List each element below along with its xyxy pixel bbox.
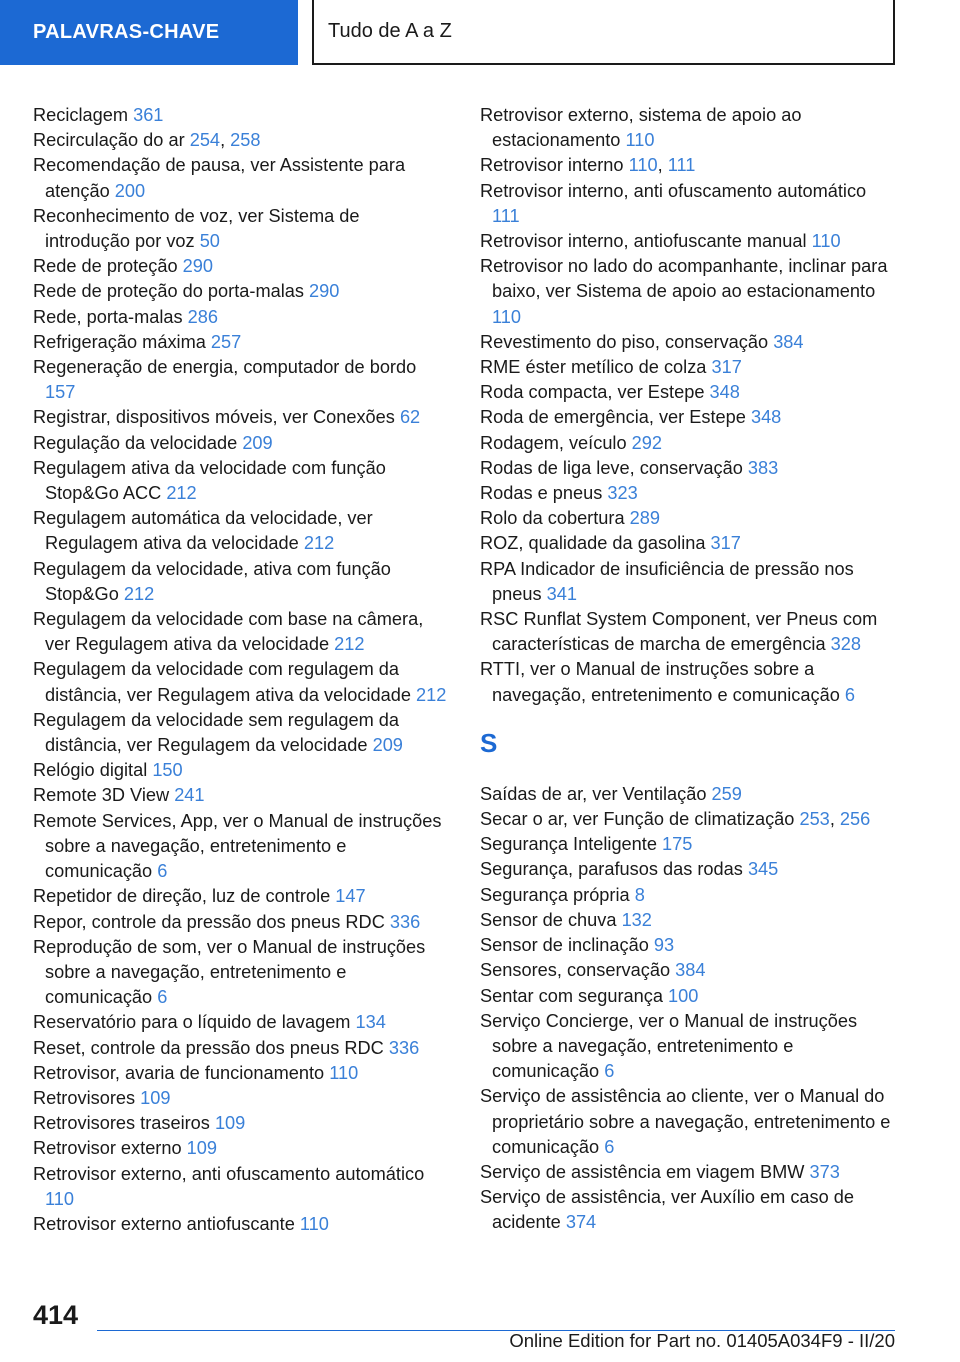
- index-entry-term: Regeneração de energia, computador de bordo: [33, 357, 417, 378]
- index-entry: [33, 405, 449, 430]
- page-reference-link[interactable]: 209: [372, 735, 403, 756]
- page-reference-link[interactable]: 6: [157, 987, 168, 1008]
- index-entry: [33, 330, 449, 355]
- page-reference-link[interactable]: 110: [329, 1062, 359, 1083]
- page-reference-link[interactable]: 6: [157, 861, 168, 882]
- index-ref-separator: ,: [220, 130, 231, 151]
- page-reference-link[interactable]: 110: [628, 155, 658, 176]
- index-entry-term: ROZ, qualidade da gasolina: [480, 533, 711, 554]
- index-entry-term: Regulagem da velocidade com regulagem da distância, ver Regulagem ativa da velocidade: [33, 659, 417, 705]
- index-entry: [33, 153, 449, 203]
- page-reference-link[interactable]: 110: [45, 1188, 74, 1209]
- index-entry: [480, 657, 895, 707]
- index-entry: [480, 153, 895, 178]
- page-reference-link[interactable]: 150: [152, 760, 183, 781]
- index-entry: [33, 607, 449, 657]
- index-entry: [480, 883, 895, 908]
- page-reference-link[interactable]: 289: [629, 508, 660, 529]
- index-entry: [33, 809, 449, 885]
- index-entry: [33, 506, 449, 556]
- index-entry: [33, 884, 449, 909]
- index-entry: [480, 380, 895, 405]
- page-reference-link[interactable]: 93: [653, 935, 675, 956]
- page-reference-link[interactable]: 292: [631, 432, 663, 453]
- page-reference-link[interactable]: 132: [621, 909, 652, 930]
- page-reference-link[interactable]: 100: [668, 985, 699, 1006]
- index-entry: [33, 1212, 449, 1237]
- page-reference-link[interactable]: 374: [565, 1212, 597, 1233]
- page-reference-link[interactable]: 8: [634, 884, 645, 905]
- page-reference-link[interactable]: 209: [242, 432, 273, 453]
- index-entry-term: Reprodução de som, ver o Manual de instruções sobre a navegação, entretenimento e comunicação: [33, 936, 426, 1008]
- index-entry: [33, 1010, 449, 1035]
- page-reference-link[interactable]: 6: [604, 1061, 615, 1082]
- page-reference-link[interactable]: 253: [799, 809, 830, 830]
- page-reference-link[interactable]: 290: [309, 281, 340, 302]
- index-entry: [480, 254, 895, 330]
- page-reference-link[interactable]: 323: [607, 483, 638, 504]
- page-reference-link[interactable]: 336: [389, 911, 421, 932]
- index-entry: [480, 607, 895, 657]
- page-reference-link[interactable]: 317: [710, 533, 741, 554]
- index-entry-term: Secar o ar, ver Função de climatização: [480, 809, 800, 830]
- page-reference-link[interactable]: 147: [335, 886, 366, 907]
- page-reference-link[interactable]: 6: [844, 684, 855, 705]
- index-entry: [480, 1160, 895, 1185]
- index-entry-term: Sensores, conservação: [480, 960, 676, 981]
- index-entry-term: Serviço de assistência em viagem BMW: [480, 1161, 810, 1182]
- index-entry: [33, 1162, 449, 1212]
- page-reference-link[interactable]: 175: [662, 834, 693, 855]
- index-entry-term: Segurança própria: [480, 884, 635, 905]
- index-entry-term: Retrovisor, avaria de funcionamento: [33, 1062, 330, 1083]
- header-tab-keywords: [0, 0, 298, 65]
- page-reference-link[interactable]: 157: [45, 382, 76, 403]
- index-entry-term: Retrovisor externo: [33, 1138, 187, 1159]
- index-ref-separator: ,: [829, 809, 840, 830]
- index-ref-separator: ,: [657, 155, 668, 176]
- page-reference-link[interactable]: 383: [747, 457, 779, 478]
- index-column-left: [33, 103, 449, 1237]
- index-entry: [480, 832, 895, 857]
- index-entry: [480, 857, 895, 882]
- section-letter-s: S: [480, 727, 498, 758]
- index-entry: [33, 431, 449, 456]
- index-entry-term: Relógio digital: [33, 760, 153, 781]
- index-entry-term: Reservatório para o líquido de lavagem: [33, 1012, 356, 1033]
- index-entry-term: Rolo da cobertura: [480, 508, 630, 529]
- index-entry-term: Reset, controle da pressão dos pneus RDC: [33, 1037, 389, 1058]
- index-entry: [480, 481, 895, 506]
- index-entry-term: Regulagem da velocidade com base na câmera, ver Regulagem ativa da velocidade: [33, 609, 424, 655]
- index-entry-term: Regulação da velocidade: [33, 432, 243, 453]
- index-entry-term: Registrar, dispositivos móveis, ver Conexões: [33, 407, 400, 428]
- index-entry: [480, 405, 895, 430]
- index-entry: [33, 204, 449, 254]
- index-entry-term: Remote 3D View: [33, 785, 175, 806]
- page-reference-link[interactable]: 384: [675, 960, 706, 981]
- index-entry: [480, 933, 895, 958]
- index-entry-term: Retrovisor no lado do acompanhante, inclinar para baixo, ver Sistema de apoio ao estacionamento: [480, 256, 888, 302]
- index-entry-term: Saídas de ar, ver Ventilação: [480, 783, 712, 804]
- index-entry: [33, 254, 449, 279]
- page-reference-link[interactable]: 241: [174, 785, 205, 806]
- index-entry-term: RPA Indicador de insuficiência de pressão nos pneus: [480, 558, 854, 604]
- index-entry-term: Rede de proteção: [33, 256, 183, 277]
- index-entry: [33, 456, 449, 506]
- index-entry-term: Retrovisores: [33, 1087, 141, 1108]
- index-entry-term: Regulagem automática da velocidade, ver Regulagem ativa da velocidade: [33, 508, 373, 554]
- index-entry-term: Serviço de assistência ao cliente, ver o Manual do proprietário sobre a navegação, entretenimento e comunicação: [480, 1086, 891, 1157]
- index-entry-term: Repor, controle da pressão dos pneus RDC: [33, 911, 390, 932]
- page-reference-link[interactable]: 109: [186, 1138, 218, 1159]
- page-reference-link[interactable]: 109: [140, 1087, 171, 1108]
- footer-edition-text: Online Edition for Part no. 01405A034F9 - II/20: [509, 1330, 895, 1351]
- page-reference-link[interactable]: 200: [114, 180, 146, 201]
- index-entry: [480, 958, 895, 983]
- page-reference-link[interactable]: 384: [773, 331, 804, 352]
- page-reference-link[interactable]: 361: [133, 105, 164, 125]
- index-entry-term: Reciclagem: [33, 105, 134, 125]
- page-reference-link[interactable]: 286: [187, 306, 219, 327]
- page-reference-link[interactable]: 256: [839, 809, 871, 830]
- index-entry-term: Serviço de assistência, ver Auxílio em caso de acidente: [480, 1187, 855, 1233]
- index-entry: [33, 783, 449, 808]
- index-entry: [480, 229, 895, 254]
- page-reference-link[interactable]: 110: [299, 1213, 329, 1234]
- page-reference-link[interactable]: 110: [492, 306, 521, 327]
- page-reference-link[interactable]: 341: [546, 583, 577, 604]
- page-reference-link[interactable]: 212: [123, 583, 155, 604]
- page-reference-link[interactable]: 212: [303, 533, 335, 554]
- index-entry-term: Rede de proteção do porta-malas: [33, 281, 310, 302]
- index-entry: [480, 456, 895, 481]
- index-entry-term: Recirculação do ar: [33, 130, 190, 151]
- index-entry: [33, 708, 449, 758]
- index-entry: [33, 355, 449, 405]
- index-entry-term: Refrigeração máxima: [33, 331, 211, 352]
- index-column-right: [480, 103, 895, 1236]
- index-entry-term: Retrovisor interno, antiofuscante manual: [480, 231, 812, 252]
- index-entry: [33, 657, 449, 707]
- index-entry-term: Segurança, parafusos das rodas: [480, 859, 748, 880]
- page-reference-link[interactable]: 348: [709, 382, 740, 403]
- index-entry: [480, 531, 895, 556]
- index-entry: [33, 1061, 449, 1086]
- index-entry-term: Regulagem da velocidade, ativa com função Stop&Go: [33, 558, 391, 604]
- page-reference-link[interactable]: 257: [210, 331, 242, 352]
- index-entry-term: Revestimento do piso, conservação: [480, 331, 774, 352]
- index-entry-term: Segurança Inteligente: [480, 834, 663, 855]
- chapter-title-text: Tudo de A a Z: [328, 20, 452, 42]
- page-reference-link[interactable]: 336: [388, 1037, 420, 1058]
- index-entry: [480, 506, 895, 531]
- index-entry: [480, 103, 895, 153]
- index-entry: [480, 782, 895, 807]
- index-entry-term: Repetidor de direção, luz de controle: [33, 886, 336, 907]
- page-reference-link[interactable]: 6: [604, 1136, 615, 1157]
- page-reference-link[interactable]: 258: [230, 130, 261, 151]
- index-entry-term: Remote Services, App, ver o Manual de instruções sobre a navegação, entretenimento e comunicação: [33, 810, 442, 882]
- index-entry-term: Regulagem ativa da velocidade com função Stop&Go ACC: [33, 457, 386, 504]
- page-reference-link[interactable]: 50: [199, 231, 220, 252]
- header-tab-label: PALAVRAS-CHAVE: [33, 21, 220, 43]
- page-reference-link[interactable]: 348: [750, 407, 782, 428]
- index-entry: [33, 935, 449, 1011]
- page-reference-link[interactable]: 259: [711, 783, 742, 804]
- page-reference-link[interactable]: 111: [667, 155, 696, 176]
- page-reference-link[interactable]: 212: [166, 483, 197, 504]
- index-entry: [480, 1084, 895, 1160]
- index-entry: [480, 1185, 895, 1235]
- index-entry: [480, 984, 895, 1009]
- page-number: 414: [33, 1300, 79, 1330]
- index-entry: [33, 1136, 449, 1161]
- page-reference-link[interactable]: 328: [830, 634, 862, 655]
- index-entry-term: RSC Runflat System Component, ver Pneus com características de marcha de emergência: [480, 609, 878, 655]
- page-reference-link[interactable]: 62: [399, 407, 421, 428]
- page-reference-link[interactable]: 109: [214, 1113, 246, 1134]
- index-entry: [480, 557, 895, 607]
- page-reference-link[interactable]: 110: [625, 130, 655, 151]
- page-reference-link[interactable]: 110: [811, 231, 841, 252]
- index-entry-term: Sensor de inclinação: [480, 935, 654, 956]
- page-reference-link[interactable]: 134: [355, 1012, 386, 1033]
- index-entry-term: Roda de emergência, ver Estepe: [480, 407, 751, 428]
- index-entry: [33, 557, 449, 607]
- index-entry-term: RTTI, ver o Manual de instruções sobre a navegação, entretenimento e comunicação: [480, 659, 845, 705]
- page-reference-link[interactable]: 317: [711, 357, 742, 378]
- index-entry-term: Reconhecimento de voz, ver Sistema de introdução por voz: [33, 205, 360, 252]
- index-entry: [33, 103, 449, 128]
- index-entry-term: Retrovisor externo, anti ofuscamento automático: [33, 1163, 425, 1184]
- page-reference-link[interactable]: 290: [182, 256, 214, 277]
- index-group-s: [480, 782, 895, 1236]
- index-entry: [480, 179, 895, 229]
- index-entry-term: Sensor de chuva: [480, 909, 622, 930]
- page-reference-link[interactable]: 254: [189, 130, 221, 151]
- index-entry-term: Sentar com segurança: [480, 985, 669, 1006]
- index-entry: [33, 128, 449, 153]
- index-entry: [480, 330, 895, 355]
- index-entry: [480, 355, 895, 380]
- index-entry-term: Rodas de liga leve, conservação: [480, 457, 748, 478]
- index-entry: [33, 1086, 449, 1111]
- index-entry: [480, 431, 895, 456]
- index-entry: [480, 807, 895, 832]
- index-entry-term: Rodas e pneus: [480, 483, 608, 504]
- index-entry: [33, 758, 449, 783]
- index-group-r: [480, 103, 895, 708]
- page-reference-link[interactable]: 212: [416, 684, 447, 705]
- index-entry-term: Recomendação de pausa, ver Assistente para atenção: [33, 155, 406, 201]
- page-reference-link[interactable]: 212: [334, 634, 365, 655]
- index-entry: [33, 279, 449, 304]
- index-entry-term: Retrovisor externo antiofuscante: [33, 1213, 300, 1234]
- index-entry: [480, 1009, 895, 1085]
- page-reference-link[interactable]: 373: [809, 1161, 840, 1182]
- page-reference-link[interactable]: 345: [747, 859, 779, 880]
- index-entry-term: Roda compacta, ver Estepe: [480, 382, 710, 403]
- index-entry-term: Rodagem, veículo: [480, 432, 632, 453]
- index-entry-term: Retrovisor interno: [480, 155, 629, 176]
- page-reference-link[interactable]: 111: [492, 205, 520, 226]
- index-entry: [33, 1111, 449, 1136]
- index-entry-term: Regulagem da velocidade sem regulagem da distância, ver Regulagem da velocidade: [33, 709, 399, 756]
- header-chapter-title: [312, 0, 895, 65]
- index-entry-term: Rede, porta-malas: [33, 306, 188, 327]
- index-entry: [33, 910, 449, 935]
- index-entry: [480, 908, 895, 933]
- index-entry-term: Retrovisores traseiros: [33, 1113, 215, 1134]
- index-entry-term: Retrovisor externo, sistema de apoio ao estacionamento: [480, 105, 802, 151]
- index-entry-term: Serviço Concierge, ver o Manual de instruções sobre a navegação, entretenimento e comunicação: [480, 1010, 858, 1082]
- index-entry-term: Retrovisor interno, anti ofuscamento automático: [480, 180, 867, 201]
- index-entry: [33, 1036, 449, 1061]
- index-entry-term: RME éster metílico de colza: [480, 357, 712, 378]
- index-entry: [33, 305, 449, 330]
